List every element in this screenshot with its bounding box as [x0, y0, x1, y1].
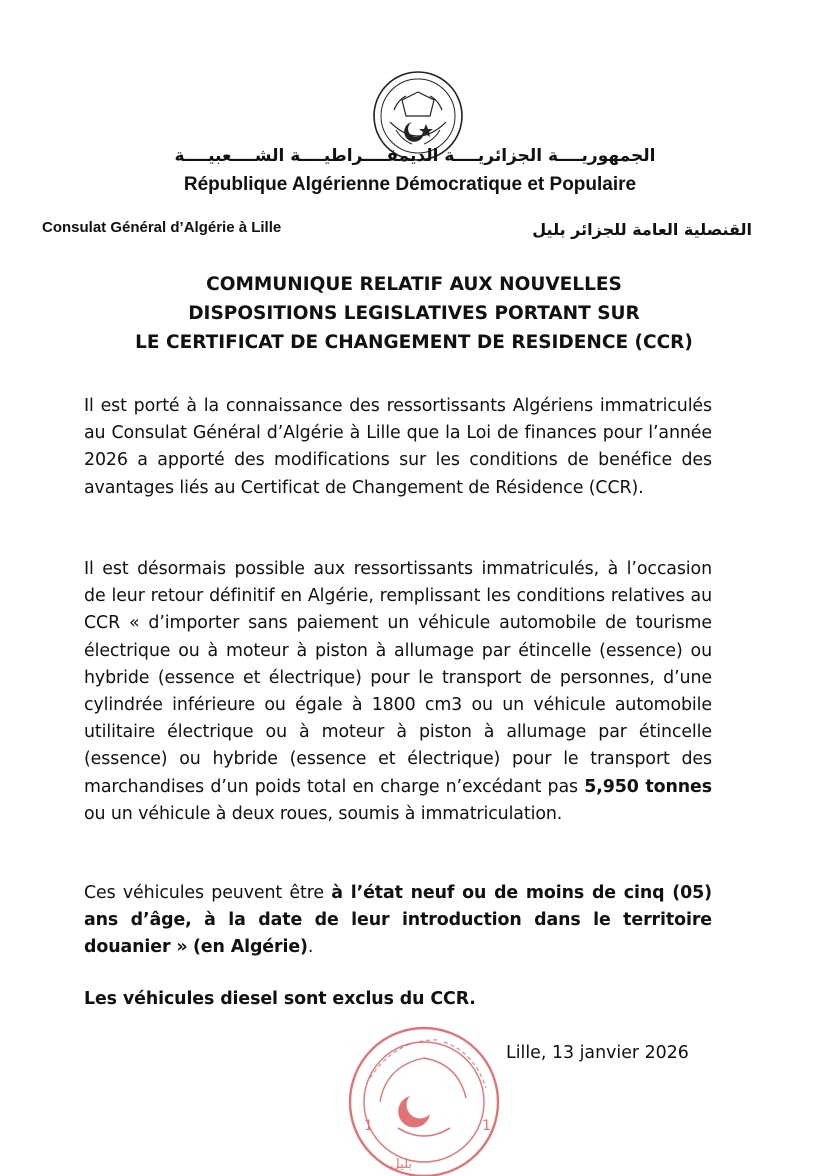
svg-text:1: 1 [364, 1118, 373, 1134]
svg-text:1: 1 [482, 1118, 491, 1134]
heading-line-3: LE CERTIFICAT DE CHANGEMENT DE RESIDENCE (CCR) [135, 332, 693, 353]
paragraph-4: Les véhicules diesel sont exclus du CCR. [84, 989, 476, 1009]
consulate-name-arabic: القنصلية العامة للجزائر بليل [532, 220, 752, 239]
heading-line-1: COMMUNIQUE RELATIF AUX NOUVELLES [206, 274, 622, 295]
heading-line-2: DISPOSITIONS LEGISLATIVES PORTANT SUR [188, 303, 640, 324]
french-republic-title: République Algérienne Démocratique et Populaire [183, 174, 637, 195]
svg-text:بليل: بليل [390, 1157, 412, 1172]
location-note: (en Algérie) [192, 937, 308, 958]
age-condition: à l’état neuf ou de moins de cinq (05) ans d’âge, à la date de leur introduction dans le territoire douanier » [84, 883, 712, 958]
document-date: Lille, 13 janvier 2026 [506, 1043, 689, 1063]
consulate-name-french: Consulat Général d’Algérie à Lille [42, 219, 282, 236]
arabic-republic-title: الجمهوريــــة الجزائريــــة الديمقــــراطيــــة الشــــعبيــــة [174, 146, 656, 166]
paragraph-2 [84, 556, 712, 828]
paragraph-3-text-c: . [307, 937, 314, 958]
paragraph-3-text-a: Ces véhicules peuvent être [84, 883, 332, 903]
paragraph-1: Il est porté à la connaissance des ressortissants Algériens immatriculés au Consulat Général d’Algérie à Lille que la Loi de finances pour l’année 2026 a apporté des modifications sur les conditions de benéfice des avantages liés au Certificat de Changement de Résidence (CCR). [84, 396, 712, 498]
paragraph-2-text-b: ou un véhicule à deux roues, soumis à immatriculation. [84, 803, 563, 824]
weight-limit: 5,950 tonnes [584, 776, 713, 797]
consulate-stamp-icon [340, 1018, 508, 1176]
communique-heading [80, 270, 748, 357]
paragraph-3 [84, 880, 712, 962]
paragraph-2-text-a: Il est désormais possible aux ressortissants immatriculés, à l’occasion de leur retour définitif en Algérie, remplissant les conditions relatives au CCR « d’importer sans paiement un véhicule automobile de tourisme électrique ou à moteur à piston à allumage par étincelle (essence) ou hybride (essence et électrique) pour le transport de personnes, d’une cylindrée inférieure ou égale à 1800 cm3 ou un véhicule automobile utilitaire électrique ou à moteur à piston à allumage par étincelle (essence) ou hybride (essence et électrique) pour le transport des marchandises d’un poids total en charge n’excédant pas [84, 559, 712, 797]
